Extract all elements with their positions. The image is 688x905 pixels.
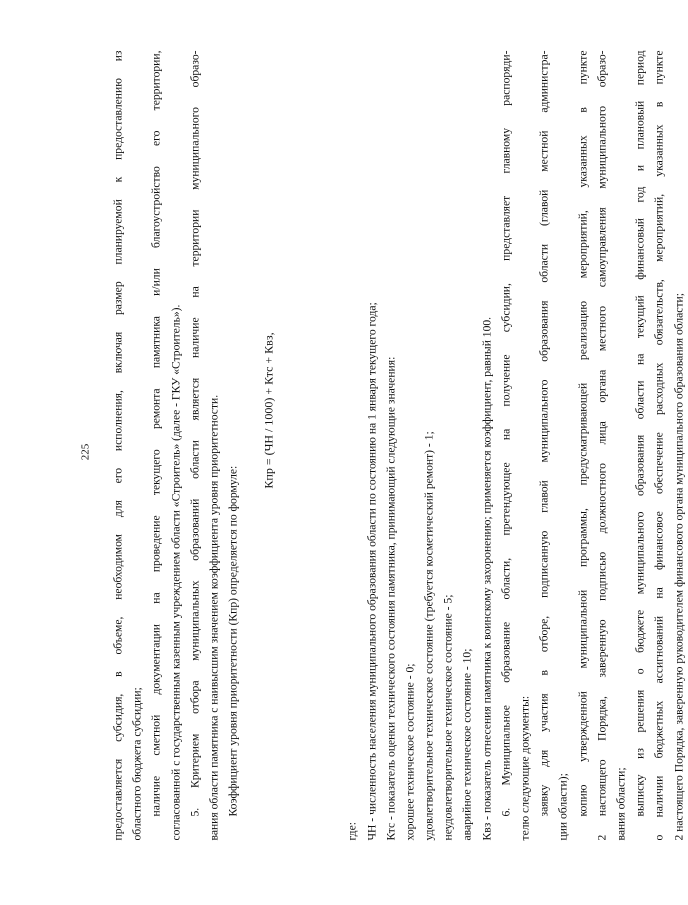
paragraph-line: согласованной с государственным казенным учреждением области «Строитель» (далее - ГКУ «Строитель»).	[169, 304, 183, 841]
spacer	[295, 51, 343, 841]
paragraph-line: телю следующие документы:	[518, 695, 532, 841]
paragraph-line: предоставляется субсидия, в объеме, необходимом для его исполнения, включая размер планируемой к предоставлению из	[111, 50, 125, 841]
paragraph-line: 5. Критерием отбора муниципальных образований области является наличие на территории муниципального образо-	[188, 50, 202, 817]
document-body	[109, 51, 688, 841]
definition-line: Квз - показатель отнесения памятника к воинскому захоронению; применяется коэффициент, равный 100.	[480, 316, 494, 841]
definition-line: хорошее техническое состояние - 0;	[403, 663, 417, 841]
rotated-page-content	[1, 0, 685, 905]
paragraph-line: заявку для участия в отборе, подписанную главой муниципального образования области (главой местной администра-	[537, 50, 551, 817]
paragraph-line: копию утвержденной муниципальной программы, предусматривающей реализацию мероприятий, указанных в пункте	[576, 50, 590, 817]
priority-formula: Кпр = (ЧН / 1000) + Ктс + Квз,	[261, 332, 276, 489]
paragraph-line: Коэффициент уровня приоритетности (Кпр) определяется по формуле:	[226, 465, 240, 817]
paragraph-line: областного бюджета субсидии;	[130, 687, 144, 841]
definition-line: Ктс - показатель оценки технического состояния памятника, принимающий следующие значения:	[384, 356, 398, 841]
paragraph-line: вания области памятника с наивысшим значением коэффициента уровня приоритетности.	[207, 394, 221, 841]
definition-line: ЧН - численность населения муниципального образования области по состоянию на 1 января текущего года;	[365, 302, 378, 841]
page-number: 225	[79, 443, 92, 461]
paragraph-line: 2 настоящего Порядка, заверенную руководителем финансового органа муниципального образования области;	[672, 293, 685, 841]
paragraph-line: где:	[345, 822, 359, 841]
paragraph-line: выписку из решения о бюджете муниципального образования области на текущий финансовый год и плановый период	[633, 50, 647, 817]
definition-line: удовлетворительное техническое состояние (требуется косметический ремонт) - 1;	[422, 431, 436, 841]
definition-line: аварийное техническое состояние - 10;	[460, 648, 474, 841]
definition-line: неудовлетворительное техническое состояние - 5;	[441, 594, 455, 841]
paragraph-line: 2 настоящего Порядка, заверенную подписью должностного лица органа местного самоуправления муниципального образо-	[595, 50, 609, 841]
paragraph-line: 6. Муниципальное образование области, претендующее на получение субсидии, представляет главному распоряди-	[499, 50, 513, 817]
paragraph-line: вания области;	[614, 767, 628, 841]
paragraph-line: о наличии бюджетных ассигнований на финансовое обеспечение расходных обязательств, мероприятий, указанных в пункте	[652, 50, 666, 841]
paragraph-line: ции области);	[556, 773, 570, 841]
paragraph-line: наличие сметной документации на проведение текущего ремонта памятника и/или благоустройство его территории,	[149, 50, 163, 817]
